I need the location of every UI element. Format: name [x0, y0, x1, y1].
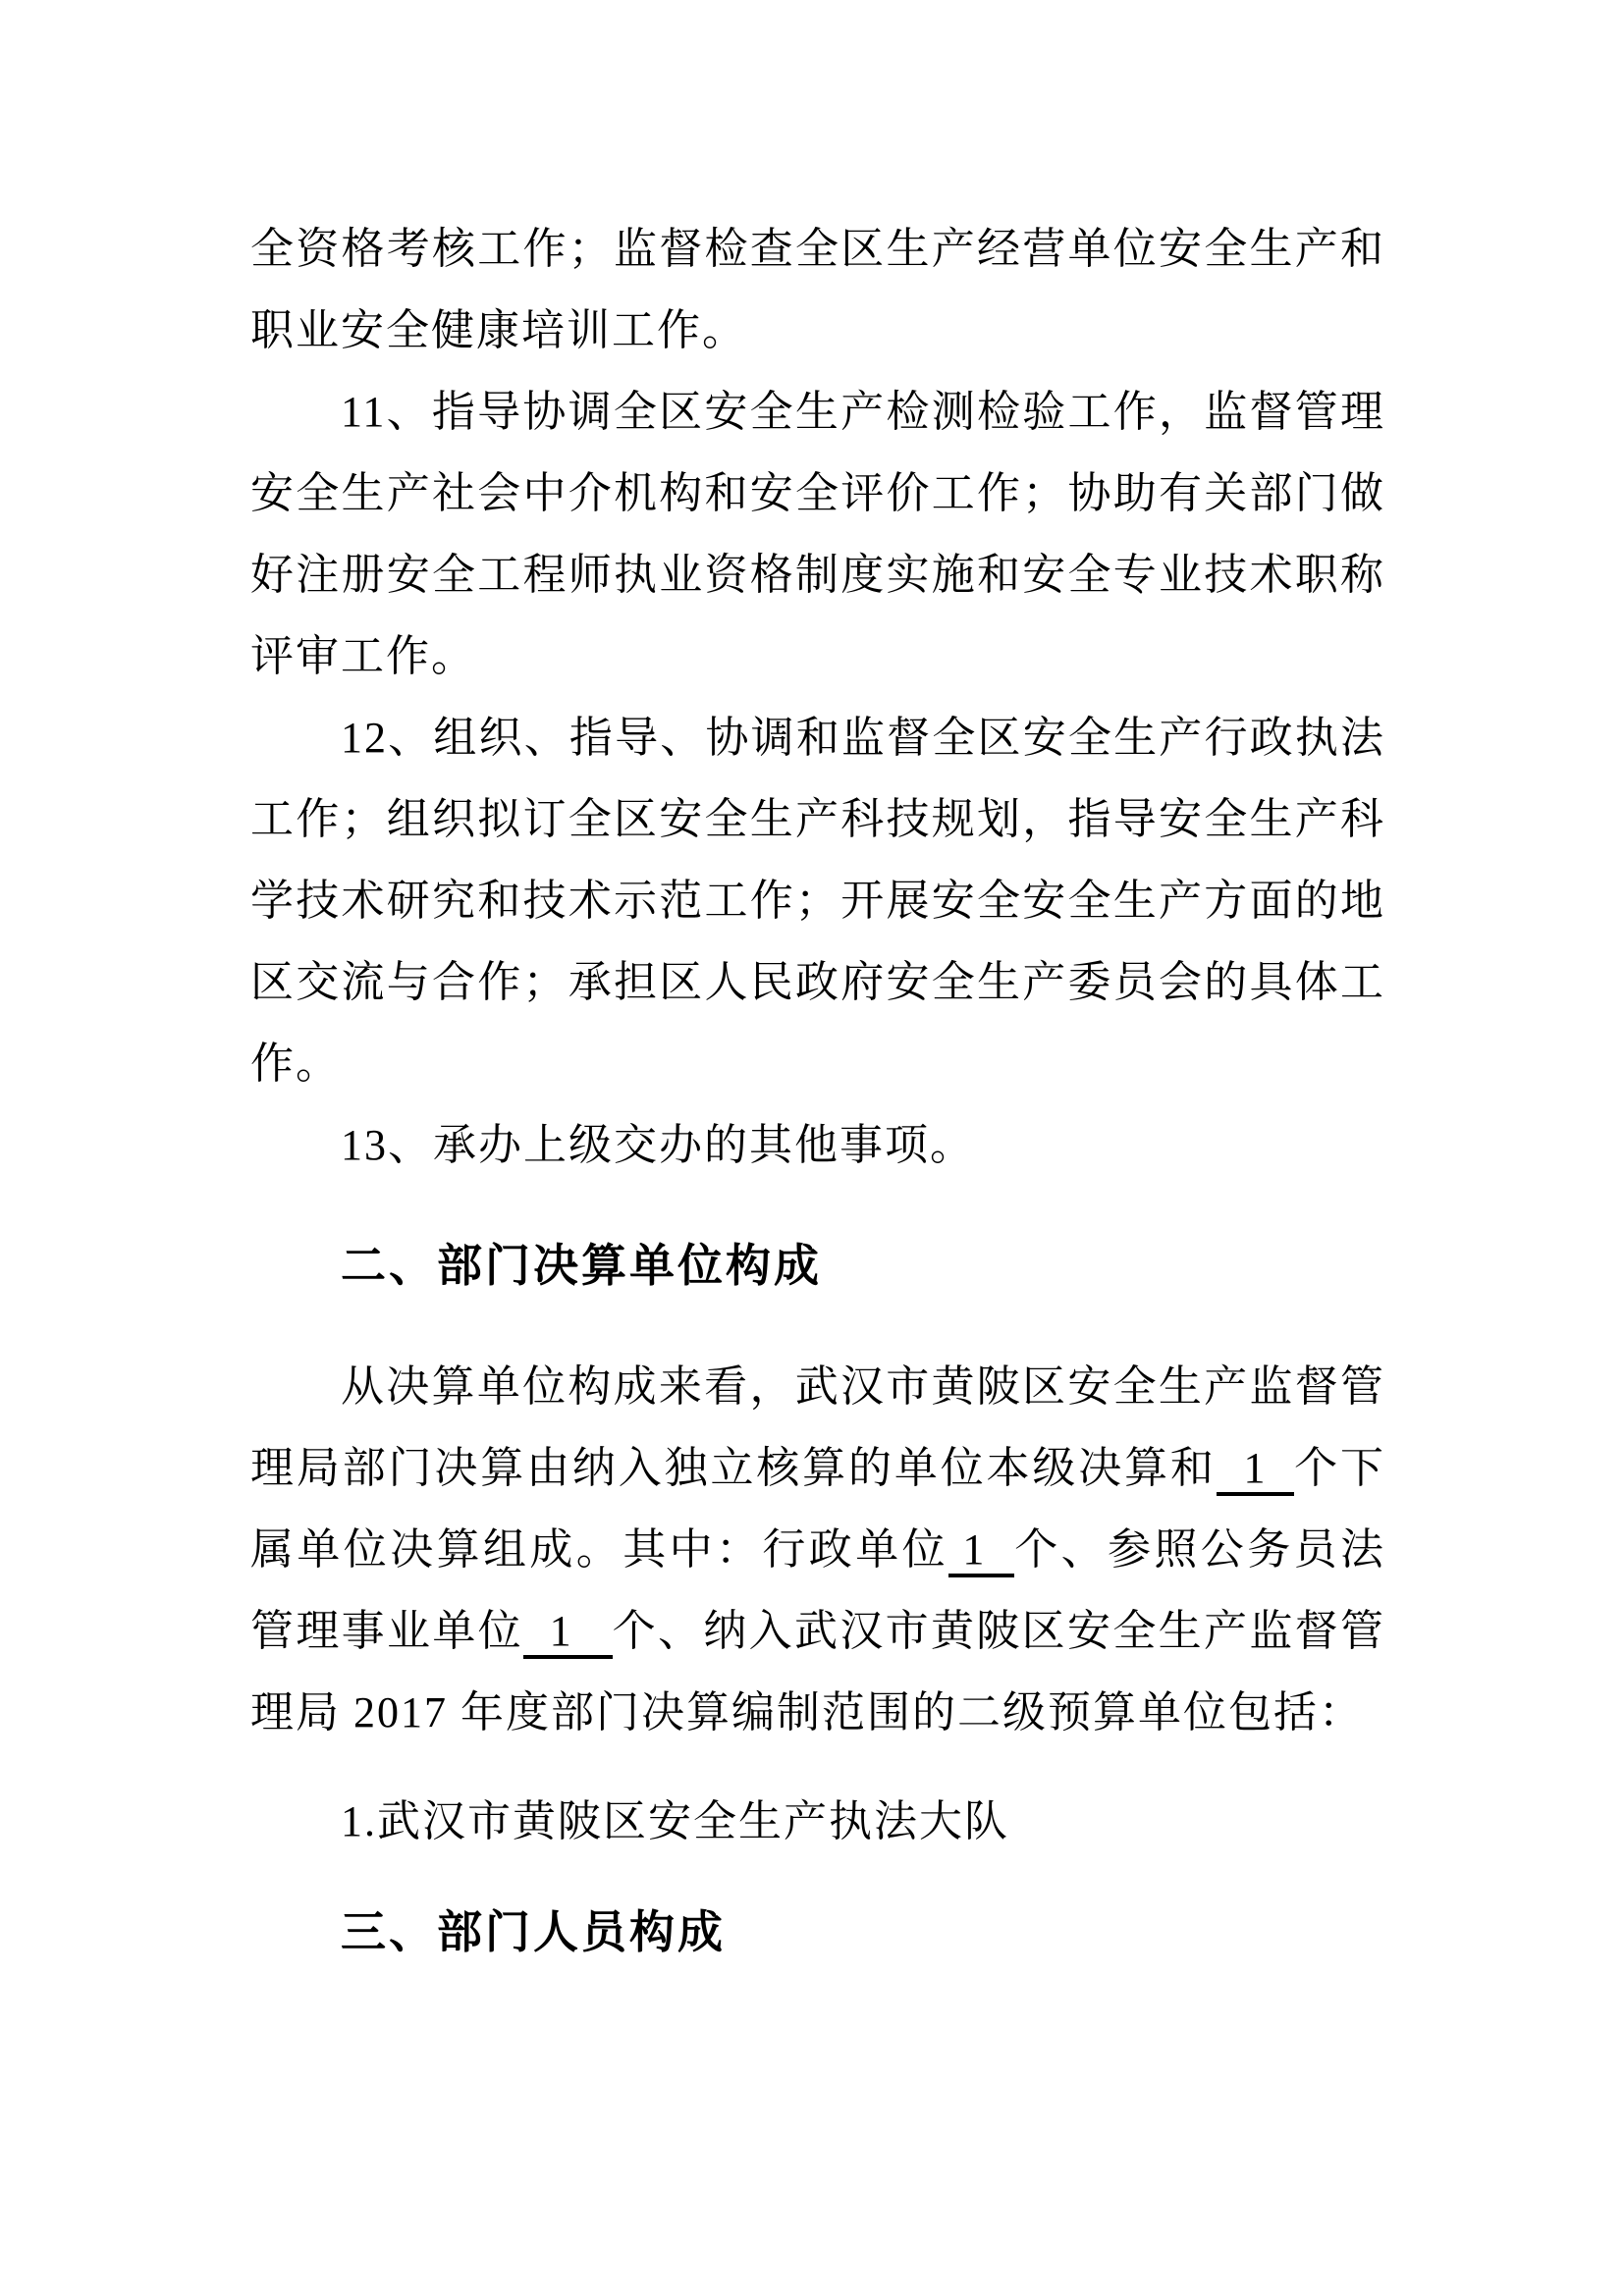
- paragraph-unit-composition: [250, 1346, 1385, 1753]
- paragraph-item-11: 11、指导协调全区安全生产检测检验工作，监督管理安全生产社会中介机构和安全评价工作；协助有关部门做好注册安全工程师执业资格制度实施和安全专业技术职称评审工作。: [250, 388, 1385, 680]
- underlined-value-administrative-units: 1: [948, 1525, 1014, 1577]
- paragraph-subunit-1: 1.武汉市黄陂区安全生产执法大队: [341, 1797, 1009, 1845]
- text-segment: 个、参照公务员法管理事业单位: [250, 1525, 1386, 1655]
- paragraph-item-13: 13、承办上级交办的其他事项。: [341, 1121, 975, 1169]
- paragraph-continuation: 全资格考核工作；监督检查全区生产经营单位安全生产和职业安全健康培训工作。: [250, 225, 1385, 354]
- underlined-value-subordinate-units: 1: [1217, 1444, 1294, 1496]
- document-body: [250, 208, 1385, 1973]
- section-heading-unit-composition: 二、部门决算单位构成: [341, 1240, 822, 1291]
- text-segment: 从决算单位构成来看，武汉市黄陂区安全生产监督管理局部门决算由纳入独立核算的单位本级决算和: [250, 1362, 1385, 1492]
- paragraph-item-12: 12、组织、指导、协调和监督全区安全生产行政执法工作；组织拟订全区安全生产科技规划，指导安全生产科学技术研究和技术示范工作；开展安全安全生产方面的地区交流与合作；承担区人民政府安全生产委员会的具体工作。: [250, 714, 1385, 1088]
- text-segment: 个下属单位决算组成。其中：行政单位: [250, 1444, 1386, 1574]
- text-segment: 个、纳入武汉市黄陂区安全生产监督管理局 2017 年度部门决算编制范围的二级预算单位包括：: [250, 1607, 1386, 1736]
- underlined-value-public-institution-units: 1: [523, 1607, 613, 1659]
- section-heading-personnel-composition: 三、部门人员构成: [341, 1906, 726, 1957]
